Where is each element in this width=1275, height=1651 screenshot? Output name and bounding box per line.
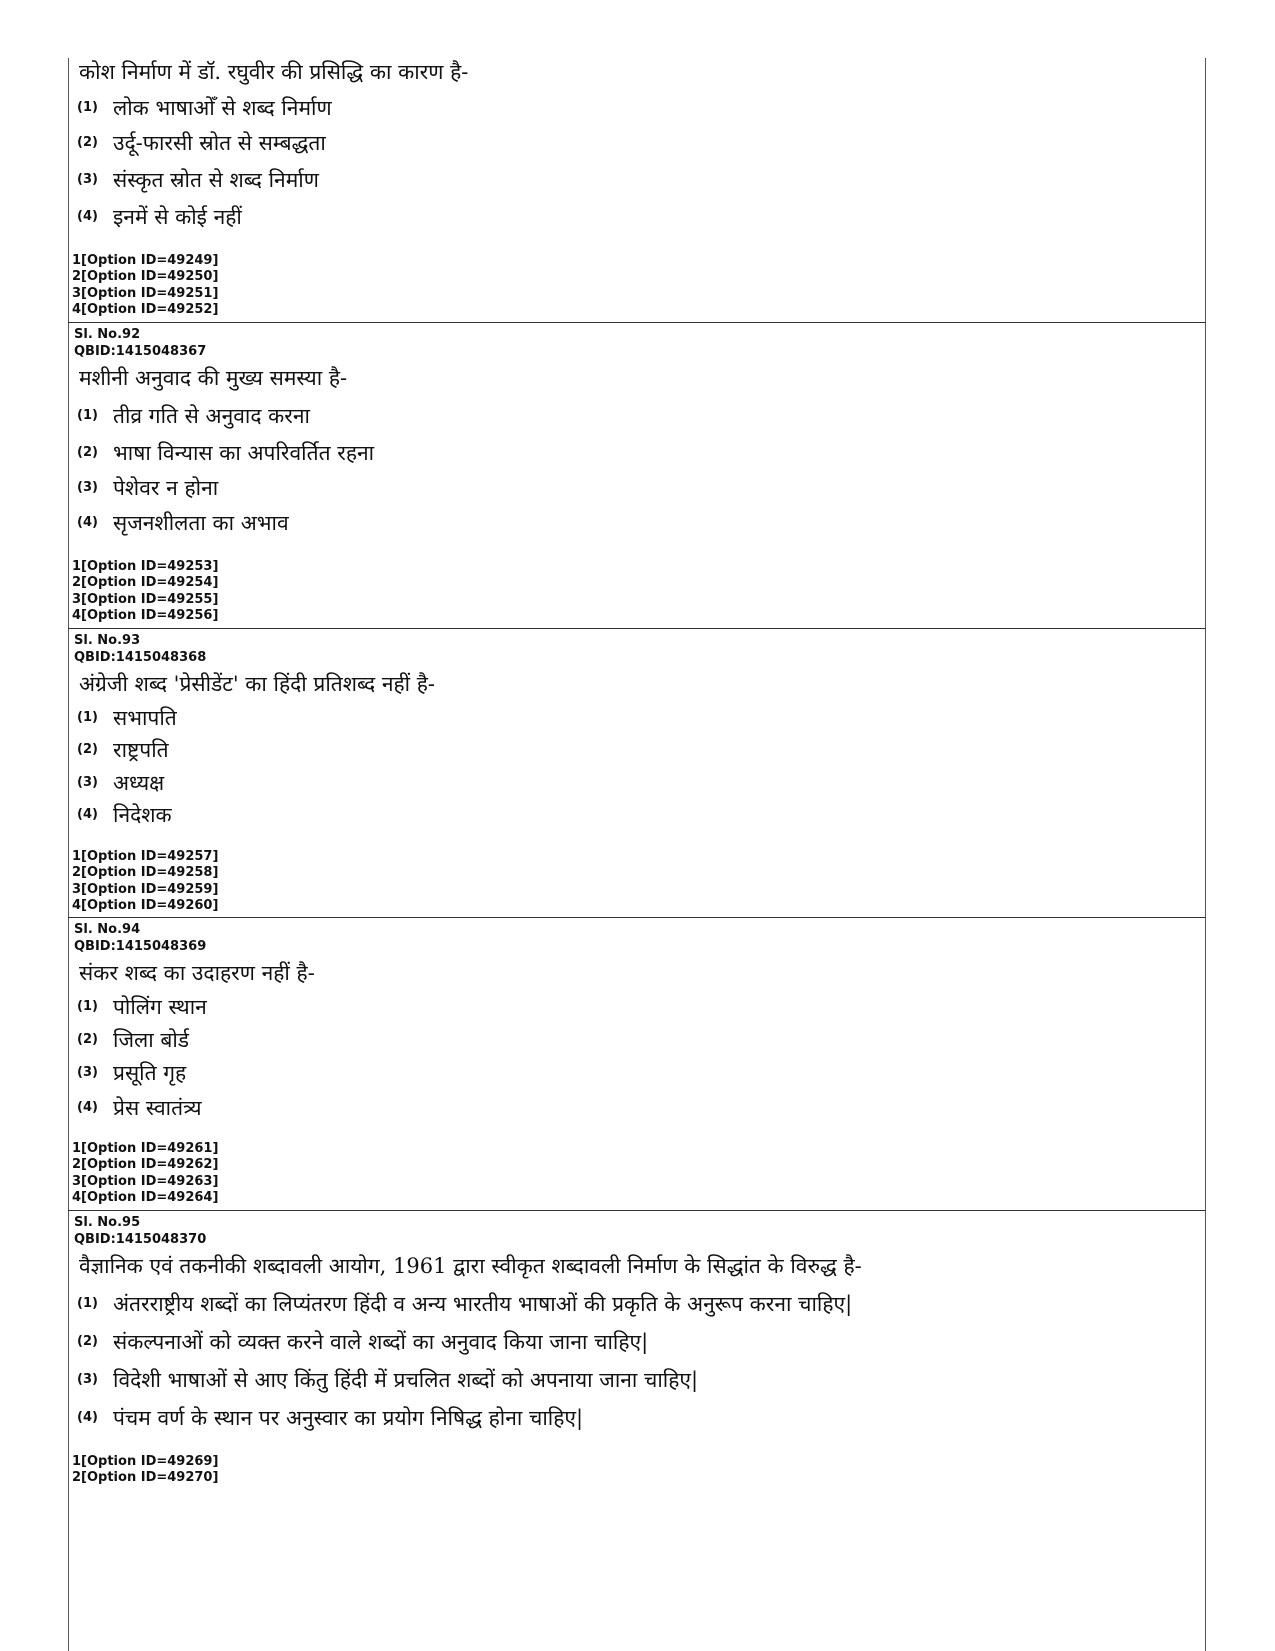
option-number: (2) [77, 445, 98, 460]
option-id: 2[Option ID=49250] [72, 269, 219, 285]
option-number: (2) [77, 135, 98, 150]
option-number: (3) [77, 1065, 98, 1080]
option-id-list [72, 253, 218, 318]
option-number: (1) [77, 100, 98, 115]
serial-number: Sl. No.94 [74, 922, 141, 937]
qbid: QBID:1415048367 [74, 344, 207, 359]
option-id: 1[Option ID=49269] [72, 1454, 219, 1469]
question-block-91 [68, 58, 1206, 323]
option-text: इनमें से कोई नहीं [113, 205, 242, 229]
option-text: अंतरराष्ट्रीय शब्दों का लिप्यंतरण हिंदी व अन्य भारतीय भाषाओं की प्रकृति के अनुरूप करना चाहिए| [113, 1292, 853, 1316]
option-text: सभापति [113, 706, 177, 730]
option-text: भाषा विन्यास का अपरिवर्तित रहना [113, 441, 375, 465]
option-number: (3) [77, 172, 98, 187]
option-number: (1) [77, 1296, 98, 1311]
option-text: उर्दू-फारसी स्रोत से सम्बद्धता [113, 131, 326, 155]
option-number: (1) [77, 408, 98, 423]
qbid: QBID:1415048369 [74, 939, 207, 954]
option-id: 4[Option ID=49252] [72, 301, 219, 317]
option-text: प्रेस स्वातंत्र्य [113, 1096, 202, 1120]
question-text: कोश निर्माण में डॉ. रघुवीर की प्रसिद्धि का कारण है- [79, 60, 469, 84]
option-id: 4[Option ID=49260] [72, 897, 219, 913]
question-text: अंग्रेजी शब्द 'प्रेसीडेंट' का हिंदी प्रतिशब्द नहीं है- [79, 672, 436, 696]
option-number: (3) [77, 1372, 98, 1387]
option-id: 2[Option ID=49258] [72, 865, 219, 881]
option-id: 2[Option ID=49262] [72, 1157, 219, 1173]
question-block-94 [68, 919, 1206, 1210]
question-block-92 [68, 324, 1206, 629]
option-number: (3) [77, 480, 98, 495]
question-text: वैज्ञानिक एवं तकनीकी शब्दावली आयोग, 1961 द्वारा स्वीकृत शब्दावली निर्माण के सिद्धांत के विरुद्ध है- [79, 1254, 862, 1278]
option-id: 2[Option ID=49254] [72, 575, 219, 591]
question-block-95 [68, 1212, 1206, 1502]
serial-number: Sl. No.93 [74, 633, 141, 648]
option-text: निदेशक [113, 803, 172, 827]
option-number: (1) [77, 999, 98, 1014]
option-text: विदेशी भाषाओं से आए किंतु हिंदी में प्रचलित शब्दों को अपनाया जाना चाहिए| [113, 1368, 699, 1392]
qbid: QBID:1415048368 [74, 650, 207, 665]
option-id-list [72, 849, 218, 914]
option-text: पंचम वर्ण के स्थान पर अनुस्वार का प्रयोग निषिद्ध होना चाहिए| [113, 1406, 584, 1430]
option-text: सृजनशीलता का अभाव [113, 511, 289, 535]
option-id-list [72, 1454, 218, 1487]
question-divider [68, 322, 1206, 323]
question-divider [68, 1210, 1206, 1211]
option-text: पोलिंग स्थान [113, 995, 207, 1019]
option-id-list [72, 559, 218, 624]
option-text: पेशेवर न होना [113, 476, 219, 500]
option-id: 1[Option ID=49261] [72, 1141, 219, 1156]
option-id: 1[Option ID=49249] [72, 253, 219, 268]
option-text: प्रसूति गृह [113, 1061, 187, 1085]
option-number: (4) [77, 209, 98, 224]
option-id: 2[Option ID=49270] [72, 1470, 219, 1486]
option-id: 1[Option ID=49257] [72, 849, 219, 864]
question-text: मशीनी अनुवाद की मुख्य समस्या है- [79, 366, 348, 390]
question-divider [68, 628, 1206, 629]
option-id: 1[Option ID=49253] [72, 559, 219, 574]
option-id: 4[Option ID=49256] [72, 607, 219, 623]
option-text: जिला बोर्ड [113, 1028, 190, 1052]
option-id: 3[Option ID=49251] [72, 285, 219, 301]
option-number: (2) [77, 1334, 98, 1349]
option-number: (2) [77, 1032, 98, 1047]
option-number: (3) [77, 775, 98, 790]
option-number: (4) [77, 1100, 98, 1115]
option-number: (4) [77, 515, 98, 530]
option-id: 4[Option ID=49264] [72, 1189, 219, 1205]
question-text: संकर शब्द का उदाहरण नहीं है- [79, 961, 315, 985]
option-id-list [72, 1141, 218, 1206]
option-text: संकल्पनाओं को व्यक्त करने वाले शब्दों का अनुवाद किया जाना चाहिए| [113, 1330, 649, 1354]
option-text: तीव्र गति से अनुवाद करना [113, 404, 310, 428]
option-text: राष्ट्रपति [113, 738, 169, 762]
question-block-93 [68, 630, 1206, 918]
option-id: 3[Option ID=49255] [72, 591, 219, 607]
option-number: (1) [77, 710, 98, 725]
option-id: 3[Option ID=49263] [72, 1173, 219, 1189]
qbid: QBID:1415048370 [74, 1232, 207, 1247]
option-number: (4) [77, 807, 98, 822]
serial-number: Sl. No.92 [74, 327, 141, 342]
option-number: (4) [77, 1410, 98, 1425]
serial-number: Sl. No.95 [74, 1215, 141, 1230]
option-id: 3[Option ID=49259] [72, 881, 219, 897]
question-divider [68, 917, 1206, 918]
option-text: अध्यक्ष [113, 771, 165, 795]
option-text: संस्कृत स्रोत से शब्द निर्माण [113, 168, 319, 192]
option-number: (2) [77, 742, 98, 757]
option-text: लोक भाषाओँ से शब्द निर्माण [113, 96, 332, 120]
